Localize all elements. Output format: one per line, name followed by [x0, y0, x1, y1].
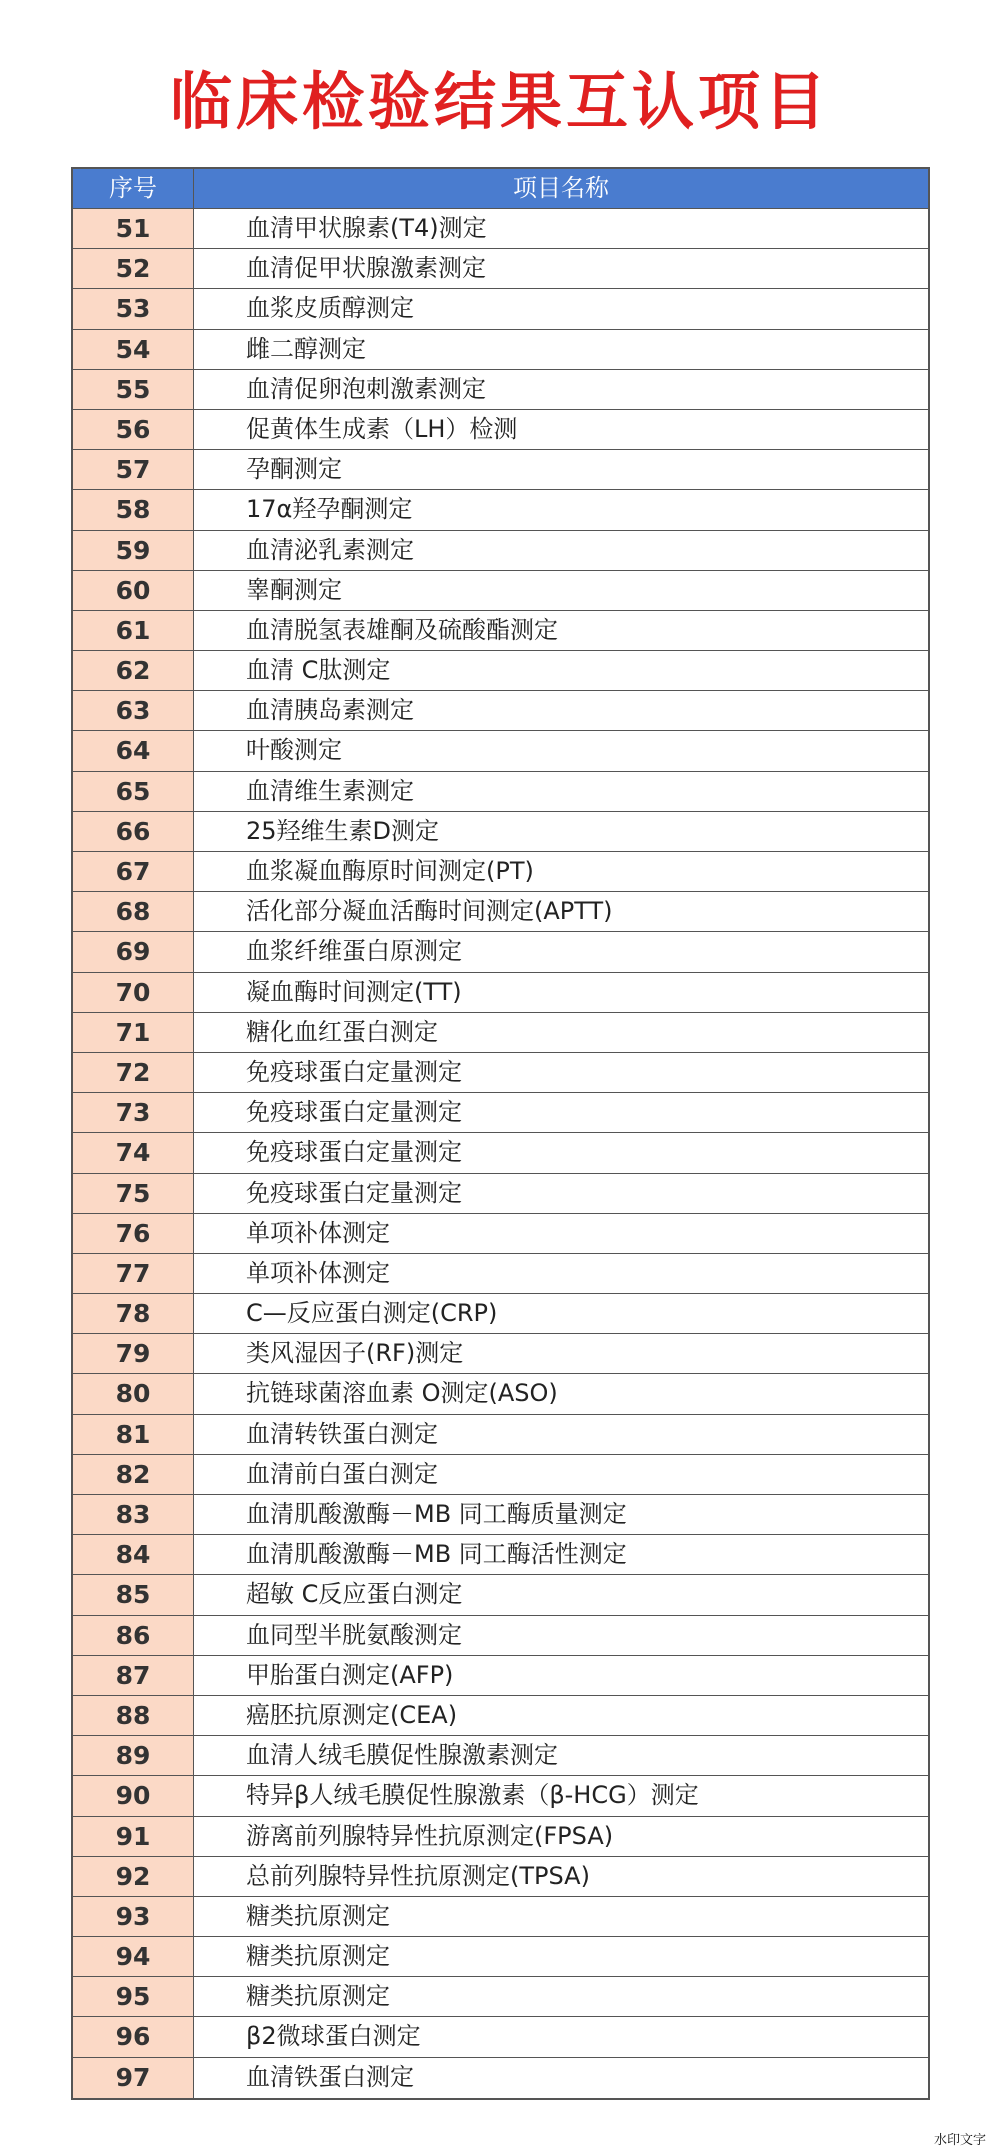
row-number: 72	[73, 1053, 194, 1092]
row-item-name: 血清 C肽测定	[246, 656, 391, 685]
row-item-name: 血清转铁蛋白测定	[246, 1419, 438, 1448]
row-item-name: 叶酸测定	[246, 736, 342, 765]
table-row	[73, 1053, 928, 1093]
row-item-name: 免疫球蛋白定量测定	[246, 1178, 462, 1207]
table-row	[73, 651, 928, 691]
row-number: 81	[73, 1415, 194, 1454]
table-row	[73, 1254, 928, 1294]
row-item-name: 糖类抗原测定	[246, 1901, 390, 1930]
table-row	[73, 1776, 928, 1816]
row-item-name: 血清前白蛋白测定	[246, 1459, 438, 1488]
row-number: 84	[73, 1535, 194, 1574]
table-row	[73, 1455, 928, 1495]
row-number: 92	[73, 1857, 194, 1896]
table-row	[73, 1817, 928, 1857]
table-row	[73, 1535, 928, 1575]
row-number: 78	[73, 1294, 194, 1333]
table-row	[73, 2017, 928, 2057]
row-number: 55	[73, 370, 194, 409]
row-number: 70	[73, 973, 194, 1012]
table-row	[73, 973, 928, 1013]
table-row	[73, 731, 928, 771]
table-row	[73, 1374, 928, 1414]
row-item-name: 血清泌乳素测定	[246, 535, 414, 564]
row-number: 66	[73, 812, 194, 851]
row-number: 64	[73, 731, 194, 770]
row-item-name: 单项补体测定	[246, 1218, 390, 1247]
row-item-name: 血浆皮质醇测定	[246, 294, 414, 323]
row-number: 75	[73, 1174, 194, 1213]
row-number: 67	[73, 852, 194, 891]
table-row	[73, 1174, 928, 1214]
row-number: 85	[73, 1575, 194, 1614]
table-row	[73, 1495, 928, 1535]
table-row	[73, 1656, 928, 1696]
table-row	[73, 209, 928, 249]
row-item-name: 睾酮测定	[246, 575, 342, 604]
row-item-name: 糖化血红蛋白测定	[246, 1017, 438, 1046]
row-number: 91	[73, 1817, 194, 1856]
table-row	[73, 1575, 928, 1615]
row-number: 73	[73, 1093, 194, 1132]
row-item-name: 血清甲状腺素(T4)测定	[246, 214, 487, 242]
row-item-name: 甲胎蛋白测定(AFP)	[246, 1660, 454, 1689]
table-row	[73, 490, 928, 530]
row-number: 61	[73, 611, 194, 650]
row-number: 69	[73, 932, 194, 971]
table-row	[73, 1013, 928, 1053]
row-item-name: 血浆凝血酶原时间测定(PT)	[246, 857, 534, 885]
table-row	[73, 370, 928, 410]
row-item-name: 血清肌酸激酶－MB 同工酶活性测定	[246, 1540, 627, 1569]
table-body	[73, 209, 928, 2098]
row-number: 54	[73, 330, 194, 369]
row-item-name: 总前列腺特异性抗原测定(TPSA)	[246, 1861, 590, 1890]
table-row	[73, 410, 928, 450]
row-item-name: 血同型半胱氨酸测定	[246, 1620, 462, 1649]
row-number: 59	[73, 531, 194, 570]
row-number: 82	[73, 1455, 194, 1494]
table-row	[73, 450, 928, 490]
row-number: 60	[73, 571, 194, 610]
row-item-name: 糖类抗原测定	[246, 1982, 390, 2011]
row-number: 57	[73, 450, 194, 489]
row-number: 56	[73, 410, 194, 449]
table-row	[73, 1334, 928, 1374]
table-row	[73, 571, 928, 611]
row-number: 93	[73, 1897, 194, 1936]
row-number: 58	[73, 490, 194, 529]
row-number: 74	[73, 1133, 194, 1172]
page-title: 临床检验结果互认项目	[169, 65, 830, 138]
row-item-name: 血清维生素测定	[246, 776, 414, 805]
table-header	[73, 169, 928, 209]
header-number: 序号	[73, 169, 194, 208]
row-item-name: 血浆纤维蛋白原测定	[246, 937, 462, 966]
row-item-name: 免疫球蛋白定量测定	[246, 1057, 462, 1086]
table-row	[73, 892, 928, 932]
row-item-name: 血清胰岛素测定	[246, 696, 414, 725]
row-item-name: 类风湿因子(RF)测定	[246, 1339, 464, 1368]
row-number: 86	[73, 1616, 194, 1655]
row-item-name: 游离前列腺特异性抗原测定(FPSA)	[246, 1821, 614, 1850]
row-number: 80	[73, 1374, 194, 1413]
table-row	[73, 1897, 928, 1937]
table-row	[73, 330, 928, 370]
table-row	[73, 852, 928, 892]
row-item-name: 免疫球蛋白定量测定	[246, 1098, 462, 1127]
row-number: 65	[73, 772, 194, 811]
table-row	[73, 1696, 928, 1736]
items-table	[71, 167, 930, 2100]
row-number: 79	[73, 1334, 194, 1373]
table-row	[73, 1133, 928, 1173]
row-item-name: 抗链球菌溶血素 O测定(ASO)	[246, 1379, 558, 1408]
row-item-name: β2微球蛋白测定	[246, 2022, 421, 2051]
row-item-name: 促黄体生成素（LH）检测	[246, 414, 518, 443]
row-number: 87	[73, 1656, 194, 1695]
table-row	[73, 1937, 928, 1977]
table-row	[73, 249, 928, 289]
table-row	[73, 1294, 928, 1334]
row-item-name: 特异β人绒毛膜促性腺激素（β-HCG）测定	[246, 1781, 699, 1810]
table-row	[73, 1736, 928, 1776]
row-number: 51	[73, 209, 194, 248]
row-item-name: 癌胚抗原测定(CEA)	[246, 1700, 458, 1729]
row-item-name: 免疫球蛋白定量测定	[246, 1138, 462, 1167]
table-row	[73, 611, 928, 651]
row-item-name: 血清人绒毛膜促性腺激素测定	[246, 1741, 558, 1770]
row-number: 83	[73, 1495, 194, 1534]
table-row	[73, 691, 928, 731]
table-row	[73, 1977, 928, 2017]
row-number: 77	[73, 1254, 194, 1293]
table-row	[73, 2058, 928, 2098]
table-row	[73, 812, 928, 852]
table-row	[73, 289, 928, 329]
table-row	[73, 531, 928, 571]
row-item-name: 超敏 C反应蛋白测定	[246, 1580, 463, 1609]
table-row	[73, 1214, 928, 1254]
row-item-name: 单项补体测定	[246, 1258, 390, 1287]
table-row	[73, 1415, 928, 1455]
row-item-name: 凝血酶时间测定(TT)	[246, 977, 462, 1006]
row-item-name: 活化部分凝血活酶时间测定(APTT)	[246, 897, 613, 926]
table-row	[73, 1857, 928, 1897]
row-number: 63	[73, 691, 194, 730]
row-number: 94	[73, 1937, 194, 1976]
row-number: 97	[73, 2058, 194, 2098]
table-row	[73, 1616, 928, 1656]
row-item-name: 血清脱氢表雄酮及硫酸酯测定	[246, 615, 558, 644]
row-number: 68	[73, 892, 194, 931]
row-item-name: 17α羟孕酮测定	[246, 495, 413, 524]
table-row	[73, 932, 928, 972]
row-item-name: 血清促卵泡刺激素测定	[246, 374, 486, 403]
table-row	[73, 1093, 928, 1133]
row-number: 95	[73, 1977, 194, 2016]
row-number: 71	[73, 1013, 194, 1052]
row-item-name: 糖类抗原测定	[246, 1942, 390, 1971]
row-number: 52	[73, 249, 194, 288]
row-number: 76	[73, 1214, 194, 1253]
row-item-name: 孕酮测定	[246, 455, 342, 484]
row-number: 90	[73, 1776, 194, 1815]
row-item-name: 雌二醇测定	[246, 334, 366, 363]
row-item-name: 血清肌酸激酶－MB 同工酶质量测定	[246, 1500, 627, 1528]
watermark: 水印文字	[933, 2133, 986, 2148]
row-item-name: 血清促甲状腺激素测定	[246, 254, 486, 283]
table-row	[73, 772, 928, 812]
row-item-name: 血清铁蛋白测定	[246, 2062, 414, 2091]
row-number: 62	[73, 651, 194, 690]
row-number: 96	[73, 2017, 194, 2056]
row-item-name: 25羟维生素D测定	[246, 816, 440, 845]
header-item-name: 项目名称	[513, 174, 609, 202]
row-number: 53	[73, 289, 194, 328]
row-number: 89	[73, 1736, 194, 1775]
row-item-name: C—反应蛋白测定(CRP)	[246, 1299, 498, 1328]
row-number: 88	[73, 1696, 194, 1735]
